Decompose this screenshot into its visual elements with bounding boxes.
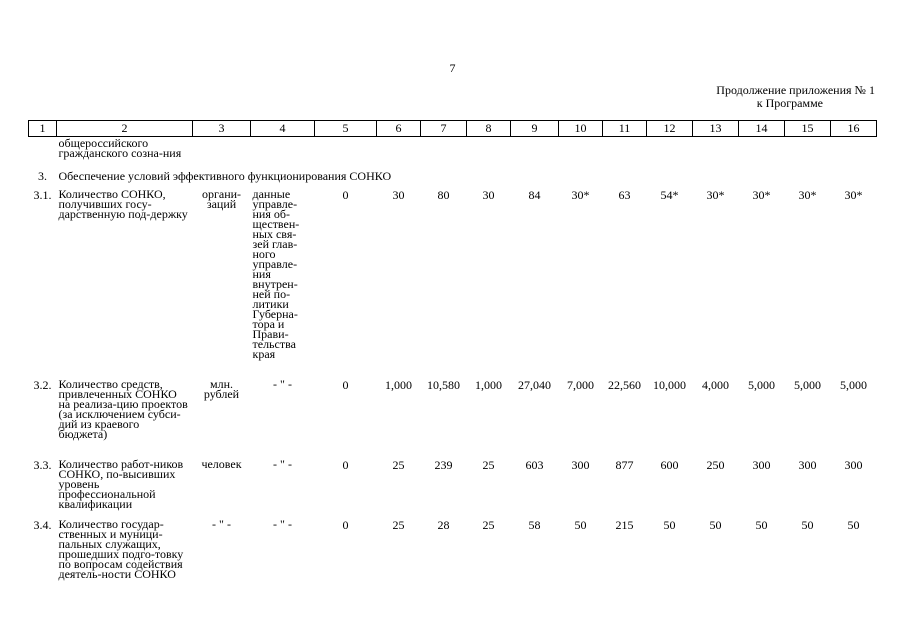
value-cell: 25 [392,518,405,532]
row-number: 3.4. [33,518,52,532]
value-cell: 0 [342,458,349,472]
section-row [29,158,877,187]
header-cell: 4 [251,121,315,137]
header-row [29,121,877,137]
continuation-note [716,84,875,110]
header-cell: 2 [57,121,193,137]
value-cell: 50 [801,518,814,532]
value-cell: 30 [482,188,495,202]
value-cell: 5,000 [840,378,867,392]
value-cell: 10,000 [653,378,686,392]
value-cell: 603 [525,458,544,472]
unit: - " - [212,517,231,531]
value-cell: 84 [528,188,541,202]
header-cell: 11 [603,121,647,137]
indicator-name: Количество государ-ственных и муници-пальных служащих, прошедших подго-товку по вопросам содействия деятель-ности СОНКО [58,517,184,581]
header-cell: 14 [739,121,785,137]
value-cell: 0 [342,518,349,532]
value-cell: 50 [663,518,676,532]
row-number: 3.2. [33,378,52,392]
carry-over-text: общероссийского гражданского созна-ния [58,136,182,160]
value-cell: 63 [618,188,631,202]
section-title: Обеспечение условий эффективного функционирования СОНКО [58,169,392,183]
value-cell: 30 [392,188,405,202]
value-cell: 5,000 [794,378,821,392]
unit: млн. рублей [203,377,240,401]
header-cell: 12 [647,121,693,137]
value-cell: 58 [528,518,541,532]
header-cell: 3 [193,121,251,137]
value-cell: 239 [434,458,453,472]
header-cell: 15 [785,121,831,137]
value-cell: 54* [660,188,679,202]
value-cell: 27,040 [518,378,551,392]
value-cell: 0 [342,188,349,202]
value-cell: 22,560 [608,378,641,392]
value-cell: 30* [571,188,590,202]
header-cell: 7 [421,121,467,137]
value-cell: 50 [847,518,860,532]
value-cell: 4,000 [702,378,729,392]
indicators-table [28,120,877,607]
value-cell: 25 [392,458,405,472]
value-cell: 300 [798,458,817,472]
table-row [29,517,877,607]
value-cell: 25 [482,458,495,472]
value-cell: 30* [706,188,725,202]
indicator-name: Количество СОНКО, получивших госу-дарственную под-держку [58,187,188,221]
value-cell: 10,580 [427,378,460,392]
table-body [29,137,877,608]
indicator-name: Количество работ-ников СОНКО, по-высивших уровень профессиональной квалификации [58,457,184,511]
page-number: 7 [449,61,456,75]
header-cell: 16 [831,121,877,137]
value-cell: 25 [482,518,495,532]
value-cell: 50 [574,518,587,532]
header-cell: 10 [559,121,603,137]
indicator-name: Количество средств, привлеченных СОНКО на реализа-цию проектов (за исключением субси-дий из краевого бюджета) [58,377,188,441]
header-cell: 1 [29,121,57,137]
value-cell: 30* [844,188,863,202]
data-source: - " - [273,457,292,471]
unit: органи-заций [201,187,242,211]
value-cell: 600 [660,458,679,472]
data-source: - " - [273,517,292,531]
value-cell: 300 [844,458,863,472]
value-cell: 0 [342,378,349,392]
value-cell: 80 [437,188,450,202]
continuation-line-2: к Программе [756,96,823,110]
unit: человек [201,457,242,471]
value-cell: 300 [571,458,590,472]
value-cell: 1,000 [475,378,502,392]
value-cell: 5,000 [748,378,775,392]
table-row [29,457,877,517]
value-cell: 30* [798,188,817,202]
value-cell: 215 [615,518,634,532]
value-cell: 877 [615,458,634,472]
value-cell: 28 [437,518,450,532]
value-cell: 30* [752,188,771,202]
row-number: 3.1. [33,188,52,202]
row-number: 3.3. [33,458,52,472]
header-cell: 5 [315,121,377,137]
table-row [29,187,877,377]
header-cell: 13 [693,121,739,137]
value-cell: 50 [755,518,768,532]
header-cell: 9 [511,121,559,137]
value-cell: 7,000 [567,378,594,392]
table-row [29,377,877,457]
continuation-line-1: Продолжение приложения № 1 [716,83,875,97]
header-cell: 8 [467,121,511,137]
data-source: данные управле-ния об-ществен-ных свя-зей глав-ного управле-ния внутрен-ней по-литики Губерна-тора и Прави-тельства края [252,187,300,361]
value-cell: 50 [709,518,722,532]
value-cell: 250 [706,458,725,472]
carry-over-row [29,137,877,159]
value-cell: 1,000 [385,378,412,392]
section-number: 3. [38,169,47,183]
value-cell: 300 [752,458,771,472]
data-source: - " - [273,377,292,391]
header-cell: 6 [377,121,421,137]
